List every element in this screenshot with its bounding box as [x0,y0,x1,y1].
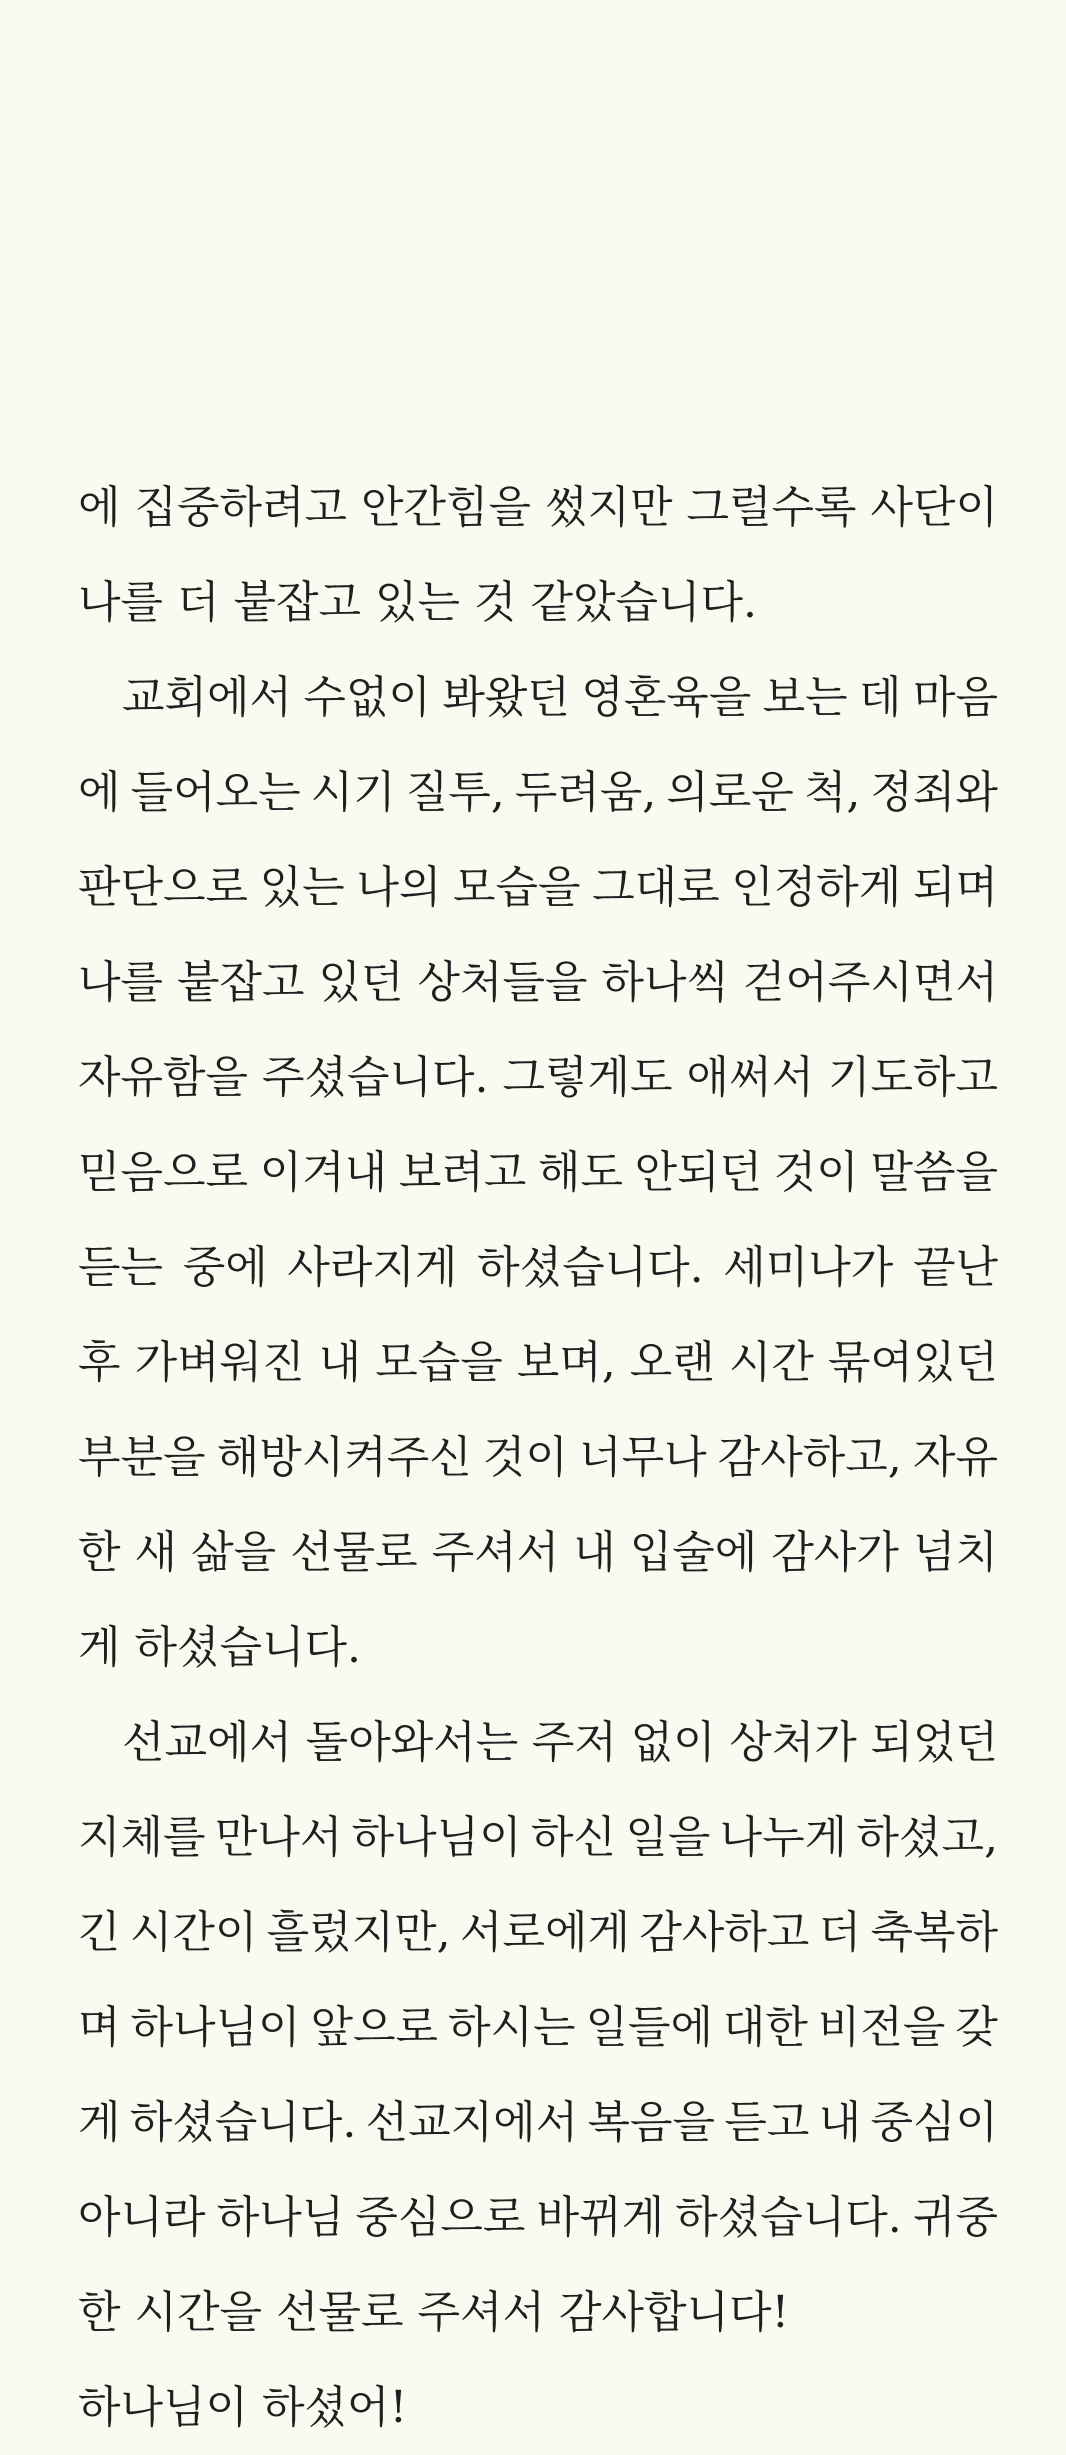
text-line [78,1790,998,1885]
text-word: 넘치 [912,1527,998,1578]
text-word: 해방시켜주신 [216,1432,472,1483]
text-word: 하신 [530,1812,616,1863]
text-word: 서로에게 [459,1907,630,1958]
text-word: 질투, [405,767,505,818]
text-word: 감사가 [771,1527,899,1578]
text-word: 상처들을 [417,957,588,1008]
text-line [78,2360,998,2455]
text-word: 되었던 [870,1717,998,1768]
text-word: 한 [78,1527,121,1578]
text-word: 게 [78,2097,121,2148]
text-word: 들어오는 [130,767,301,818]
text-word: 묶여있던 [827,1337,998,1388]
text-line-content: 게 하셨습니다. [78,1622,361,1673]
text-word: 의로운 [666,767,794,818]
text-word: 감사하고 [639,1907,810,1958]
text-line [78,2075,998,2170]
text-word: 너무나 [579,1432,707,1483]
text-word: 나를 [78,957,164,1008]
text-word: 새 [134,1527,178,1578]
text-word: 아니라 [78,2192,206,2243]
text-word: 것이 [773,1147,859,1198]
text-line [78,1600,998,1695]
text-word: 입술에 [629,1527,758,1578]
text-word: 그럴수록 [686,482,857,533]
text-word: 선물로 [290,1527,418,1578]
text-word: 내 [318,1337,362,1388]
text-word: 부분을 [78,1432,206,1483]
text-word: 이겨내 [259,1147,388,1198]
text-word: 보려고 [398,1147,527,1198]
text-word: 바뀌게 [536,2192,665,2243]
text-word: 있는 [259,862,345,913]
text-word: 지체를 [78,1812,206,1863]
text-word: 긴 [78,1907,121,1958]
text-word: 하나님 [216,2192,345,2243]
text-word: 주셔서 [431,1527,560,1578]
text-word: 대한 [722,2002,808,2053]
text-word: 세미나가 [723,1242,894,1293]
text-word: 축복하 [870,1907,998,1958]
text-word: 자유 [912,1432,998,1483]
text-line [78,460,998,555]
text-line [78,1315,998,1410]
text-word: 일을 [625,1812,711,1863]
text-word: 수없이 [303,672,431,723]
text-word: 에 [78,482,121,533]
text-word: 중심으로 [355,2192,526,2243]
text-word: 붙잡고 [176,957,305,1008]
text-word: 하셨습니다. [477,1242,704,1293]
text-line [78,840,998,935]
text-word: 일들에 [585,2002,713,2053]
text-word: 썼지만 [544,482,673,533]
text-word: 하셨습니다. [129,2097,357,2148]
text-line [78,1980,998,2075]
text-word: 데 [859,672,902,723]
text-word: 하나님이 [351,1812,522,1863]
text-word: 모습을 [452,862,581,913]
text-line [78,1885,998,1980]
text-word: 중에 [182,1242,268,1293]
text-word: 사단이 [870,482,998,533]
text-line [78,1030,998,1125]
text-word: 만나서 [214,1812,343,1863]
text-word: 안간힘을 [360,482,531,533]
text-word: 내 [573,1527,616,1578]
text-word: 삶을 [191,1527,277,1578]
text-word: 듣고 [724,2097,810,2148]
text-word: 나누게 [719,1812,848,1863]
text-word: 앞으로 [310,2002,438,2053]
text-word: 감사하고, [717,1432,902,1483]
text-line-content: 하나님이 하셨어! [78,2382,408,2433]
text-word: 가벼워진 [134,1337,305,1388]
text-word: 마음 [912,672,998,723]
text-word: 그대로 [592,862,720,913]
text-word: 없이 [630,1717,716,1768]
text-word: 모습을 [375,1337,503,1388]
text-word: 걷어주시면서 [742,957,998,1008]
text-word: 믿음으로 [78,1147,249,1198]
text-line-content: 한 시간을 선물로 주셔서 감사합니다! [78,2287,790,2338]
text-word: 하나님이 [130,2002,301,2053]
text-word: 끝난 [912,1242,998,1293]
text-word: 후 [78,1337,121,1388]
text-word: 그렇게도 [502,1052,673,1103]
text-word: 기도하고 [827,1052,998,1103]
text-word: 상처가 [729,1717,857,1768]
text-word: 인정하게 [731,862,902,913]
text-word: 봐왔던 [442,672,570,723]
text-word: 비전을 [817,2002,946,2053]
text-line [78,650,998,745]
text-line [78,2170,998,2265]
text-word: 하시는 [447,2002,576,2053]
text-word: 집중하려고 [134,482,348,533]
text-line [78,1125,998,1220]
text-word: 에 [78,767,121,818]
text-word: 중심이 [870,2097,998,2148]
text-word: 되며 [912,862,998,913]
text-line [78,1695,998,1790]
text-word: 애써서 [686,1052,814,1103]
text-line [78,555,998,650]
text-line [78,1505,998,1600]
text-line-content: 나를 더 붙잡고 있는 것 같았습니다. [78,577,757,628]
text-word: 주저 [531,1717,617,1768]
text-line [78,2265,998,2360]
text-word: 선교지에서 [365,2097,579,2148]
text-word: 선교에서 [122,1717,293,1768]
text-word: 더 [818,1907,862,1958]
text-word: 정죄와 [870,767,998,818]
text-word: 듣는 [78,1242,164,1293]
text-word: 교회에서 [122,672,293,723]
text-line [78,1410,998,1505]
text-word: 보는 [762,672,848,723]
text-word: 해도 [537,1147,623,1198]
text-word: 판단으로 [78,862,249,913]
text-word: 갖 [955,2002,998,2053]
text-word: 척, [803,767,861,818]
text-word: 사라지게 [287,1242,458,1293]
text-word: 자유함을 [78,1052,249,1103]
text-word: 영혼육을 [581,672,752,723]
text-word: 보며, [516,1337,616,1388]
text-word: 돌아와서는 [305,1717,519,1768]
body-text [78,460,998,2455]
text-word: 하셨고, [856,1812,998,1863]
text-word: 말씀을 [870,1147,998,1198]
text-word: 있던 [318,957,404,1008]
text-word: 하나씩 [601,957,729,1008]
text-word: 오랜 [629,1337,715,1388]
text-word: 시간이 [129,1907,258,1958]
text-word: 나의 [356,862,442,913]
text-word: 하셨습니다. [675,2192,902,2243]
text-line [78,935,998,1030]
text-word: 복음을 [587,2097,716,2148]
text-word: 흘렀지만, [266,1907,451,1958]
text-word: 시간 [728,1337,814,1388]
text-line [78,1220,998,1315]
text-word: 안되던 [634,1147,763,1198]
text-word: 주셨습니다. [261,1052,489,1103]
text-word: 며 [78,2002,121,2053]
text-word: 것이 [482,1432,568,1483]
text-word: 귀중 [912,2192,998,2243]
text-line [78,745,998,840]
text-word: 내 [818,2097,862,2148]
text-word: 시기 [310,767,396,818]
text-word: 두려움, [514,767,657,818]
